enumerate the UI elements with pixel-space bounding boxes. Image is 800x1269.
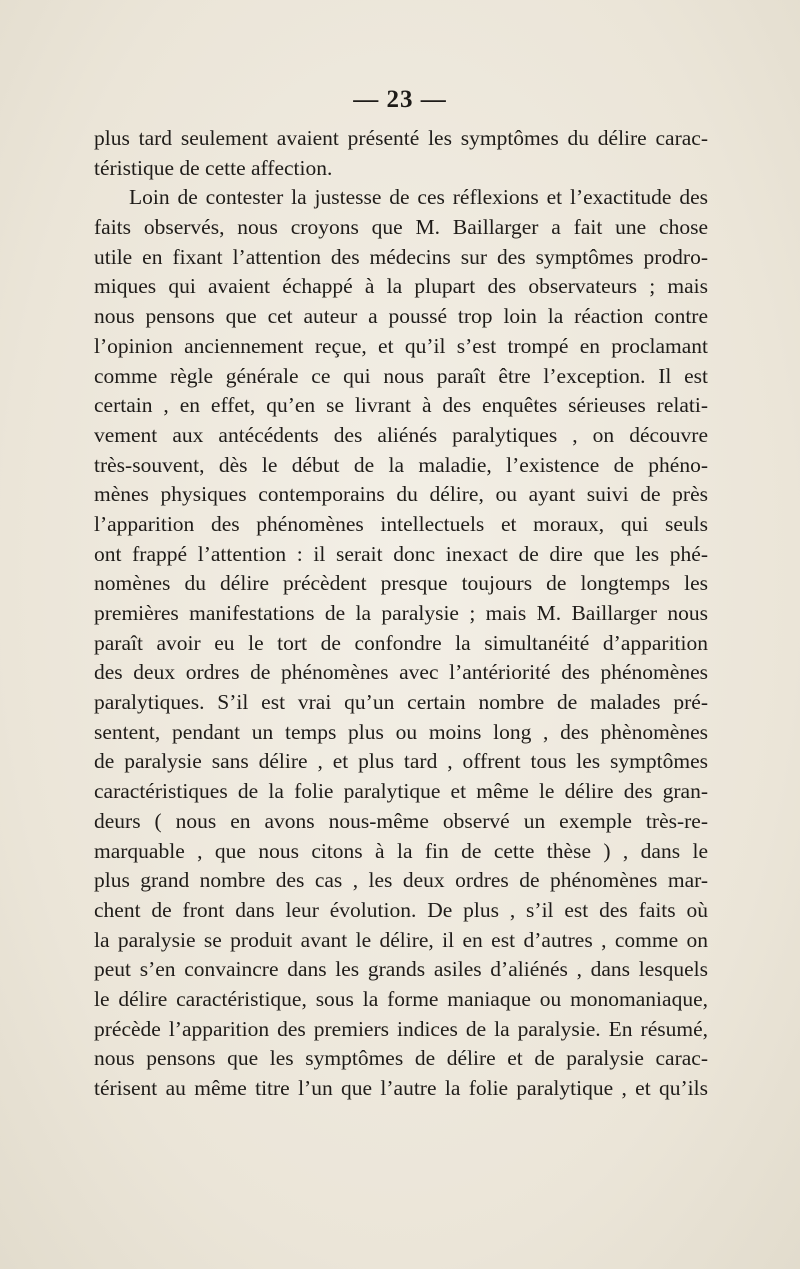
text-line: mènes physiques contemporains du délire, ou ayant suivi de près	[94, 482, 708, 507]
text-line: chent de front dans leur évolution. De plus , s’il est des faits où	[94, 897, 708, 922]
text-line: nous pensons que les symptômes de délire et de paralysie carac-	[94, 1046, 708, 1071]
text-line: térisent au même titre l’un que l’autre la folie paralytique , et qu’ils	[94, 1076, 708, 1100]
text-line: vement aux antécédents des aliénés paralytiques , on découvre	[94, 422, 708, 447]
text-line: peut s’en convaincre dans les grands asiles d’aliénés , dans lesquels	[94, 957, 708, 982]
text-line: marquable , que nous citons à la fin de cette thèse ) , dans le	[94, 838, 708, 863]
text-line: miques qui avaient échappé à la plupart des observateurs ; mais	[94, 274, 708, 299]
text-line: paraît avoir eu le tort de confondre la simultanéité d’apparition	[94, 630, 708, 655]
text-line: nous pensons que cet auteur a poussé trop loin la réaction contre	[94, 304, 708, 329]
text-line: précède l’apparition des premiers indices de la paralysie. En résumé,	[94, 1016, 708, 1041]
body-text	[94, 124, 708, 1104]
text-line: de paralysie sans délire , et plus tard , offrent tous les symptômes	[94, 749, 708, 774]
text-line: l’apparition des phénomènes intellectuels et moraux, qui seuls	[94, 511, 708, 536]
text-line: le délire caractéristique, sous la forme maniaque ou monomaniaque,	[94, 986, 708, 1011]
text-line: plus tard seulement avaient présenté les symptômes du délire carac-	[94, 126, 708, 150]
text-line: deurs ( nous en avons nous-même observé un exemple très-re-	[94, 808, 708, 833]
text-line: sentent, pendant un temps plus ou moins long , des phènomènes	[94, 719, 708, 744]
text-line: téristique de cette affection.	[94, 155, 333, 180]
text-line: très-souvent, dès le début de la maladie, l’existence de phéno-	[94, 452, 708, 477]
text-line: ont frappé l’attention : il serait donc inexact de dire que les phé-	[94, 541, 708, 566]
text-line: Loin de contester la justesse de ces réflexions et l’exactitude des	[129, 185, 708, 210]
text-line: comme règle générale ce qui nous paraît être l’exception. Il est	[94, 363, 708, 388]
page-number: — 23 —	[353, 86, 447, 113]
text-line: plus grand nombre des cas , les deux ordres de phénomènes mar-	[94, 868, 708, 893]
text-line: des deux ordres de phénomènes avec l’antériorité des phénomènes	[94, 660, 708, 685]
text-line: paralytiques. S’il est vrai qu’un certain nombre de malades pré-	[94, 690, 708, 715]
text-line: l’opinion anciennement reçue, et qu’il s’est trompé en proclamant	[94, 333, 708, 358]
text-line: caractéristiques de la folie paralytique et même le délire des gran-	[94, 779, 708, 804]
text-line: faits observés, nous croyons que M. Baillarger a fait une chose	[94, 215, 708, 240]
text-line: certain , en effet, qu’en se livrant à des enquêtes sérieuses relati-	[94, 393, 708, 418]
text-line: nomènes du délire précèdent presque toujours de longtemps les	[94, 571, 708, 596]
text-line: premières manifestations de la paralysie ; mais M. Baillarger nous	[94, 601, 708, 625]
text-line: la paralysie se produit avant le délire, il en est d’autres , comme on	[94, 927, 708, 952]
text-line: utile en fixant l’attention des médecins sur des symptômes prodro-	[94, 244, 708, 269]
